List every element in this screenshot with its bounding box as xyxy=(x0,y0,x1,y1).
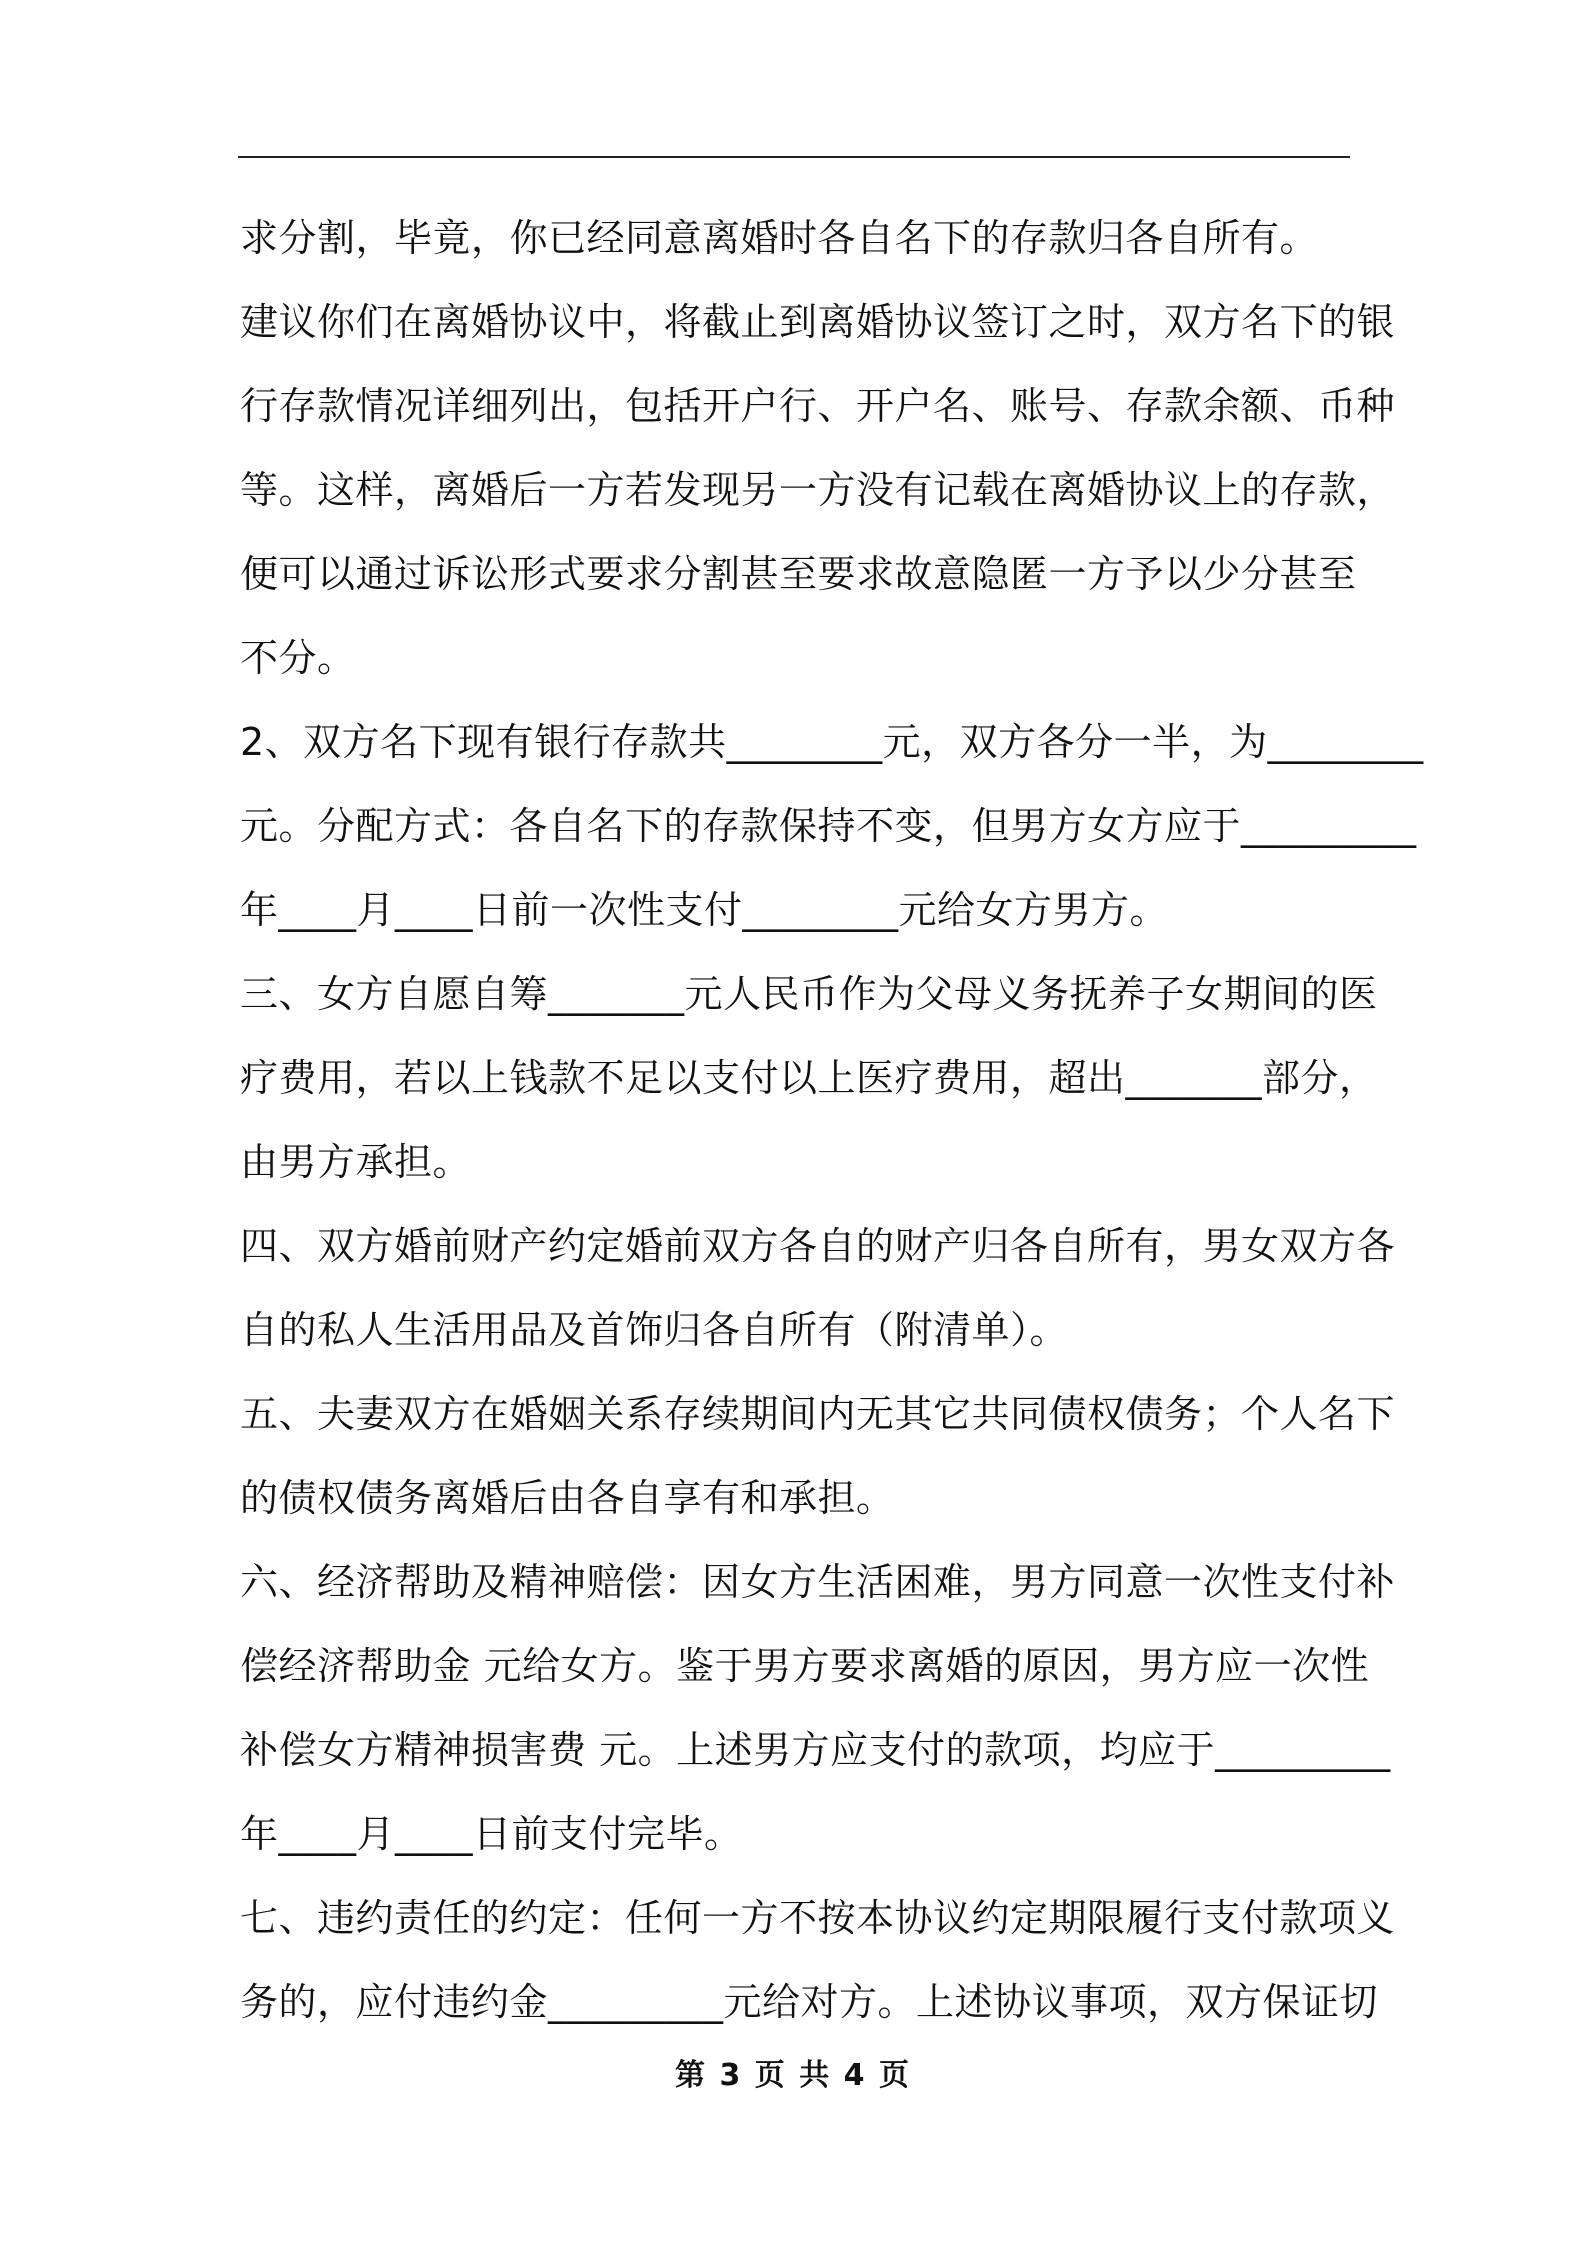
document-line: 偿经济帮助金 元给女方。鉴于男方要求离婚的原因，男方应一次性 xyxy=(240,1644,1370,1688)
document-line: 2、双方名下现有银行存款共________元，双方各分一半，为________ xyxy=(240,720,1424,764)
document-line: 的债权债务离婚后由各自享有和承担。 xyxy=(240,1476,895,1520)
header-rule xyxy=(238,156,1350,158)
document-body xyxy=(240,196,1424,2044)
document-line: 补偿女方精神损害费 元。上述男方应支付的款项，均应于_________ xyxy=(240,1728,1391,1772)
document-line: 等。这样，离婚后一方若发现另一方没有记载在离婚协议上的存款， xyxy=(240,468,1396,512)
document-line: 年____月____日前一次性支付________元给女方男方。 xyxy=(240,888,1169,932)
document-line: 自的私人生活用品及首饰归各自所有（附清单）。 xyxy=(240,1308,1069,1352)
document-line: 不分。 xyxy=(240,636,356,680)
document-line: 务的，应付违约金_________元给对方。上述协议事项，双方保证切 xyxy=(240,1980,1379,2024)
document-line: 疗费用，若以上钱款不足以支付以上医疗费用，超出_______部分， xyxy=(240,1056,1378,1100)
document-line: 五、夫妻双方在婚姻关系存续期间内无其它共同债权债务；个人名下 xyxy=(240,1392,1396,1436)
document-line: 三、女方自愿自筹_______元人民币作为父母义务抚养子女期间的医 xyxy=(240,972,1378,1016)
document-line: 七、违约责任的约定：任何一方不按本协议约定期限履行支付款项义 xyxy=(240,1896,1396,1940)
document-line: 六、经济帮助及精神赔偿：因女方生活困难，男方同意一次性支付补 xyxy=(240,1560,1396,1604)
document-line: 行存款情况详细列出，包括开户行、开户名、账号、存款余额、币种 xyxy=(240,384,1396,428)
document-line: 由男方承担。 xyxy=(240,1140,472,1184)
document-line: 元。分配方式：各自名下的存款保持不变，但男方女方应于_________ xyxy=(240,804,1417,848)
document-line: 四、双方婚前财产约定婚前双方各自的财产归各自所有，男女双方各 xyxy=(240,1224,1396,1268)
document-line: 求分割，毕竟，你已经同意离婚时各自名下的存款归各自所有。 xyxy=(240,216,1319,260)
document-line: 建议你们在离婚协议中，将截止到离婚协议签订之时，双方名下的银 xyxy=(240,300,1396,344)
document-line: 便可以通过诉讼形式要求分割甚至要求故意隐匿一方予以少分甚至 xyxy=(240,552,1357,596)
page-number: 第 3 页 共 4 页 xyxy=(675,2058,911,2093)
document-line: 年____月____日前支付完毕。 xyxy=(240,1812,743,1856)
